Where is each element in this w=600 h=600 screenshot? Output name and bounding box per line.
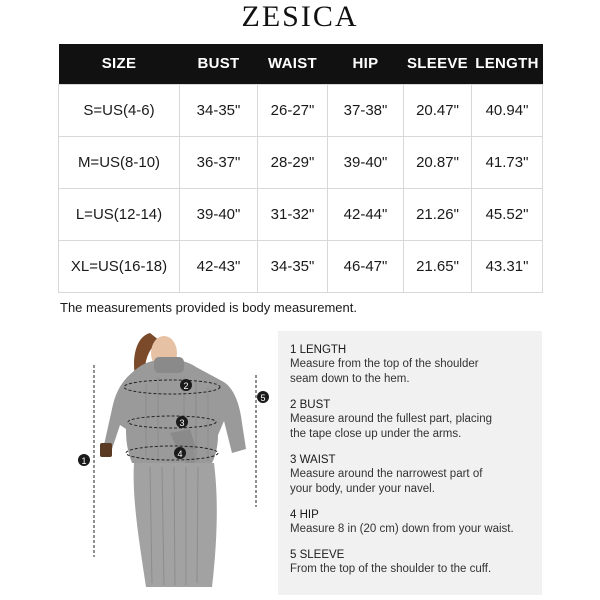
turtleneck-collar: [154, 357, 184, 373]
header-hip: HIP: [328, 44, 404, 84]
guide-desc: Measure around the fullest part, placing: [290, 413, 493, 425]
table-cell-length: 45.52": [472, 188, 543, 240]
header-waist: WAIST: [258, 44, 328, 84]
table-cell-hip: 39-40": [328, 136, 404, 188]
guide-desc: your body, under your navel.: [290, 483, 435, 495]
guide-title: 2 BUST: [290, 399, 331, 411]
model-illustration: [72, 325, 282, 600]
table-cell-length: 43.31": [472, 240, 543, 292]
guide-title: 3 WAIST: [290, 454, 336, 466]
table-cell-sleeve: 21.26": [404, 188, 472, 240]
size-table-header-row: [59, 44, 543, 84]
table-row: [59, 240, 543, 292]
guide-title: 5 SLEEVE: [290, 549, 345, 561]
table-cell-hip: 46-47": [328, 240, 404, 292]
table-row: [59, 84, 543, 136]
table-cell-waist: 28-29": [258, 136, 328, 188]
guide-desc: Measure 8 in (20 cm) down from your waist.: [290, 523, 514, 535]
table-cell-bust: 36-37": [180, 136, 258, 188]
table-cell-waist: 31-32": [258, 188, 328, 240]
table-cell-waist: 26-27": [258, 84, 328, 136]
table-cell-bust: 34-35": [180, 84, 258, 136]
guide-title: 1 LENGTH: [290, 344, 347, 356]
size-chart-table: [58, 44, 543, 293]
table-cell-length: 40.94": [472, 84, 543, 136]
table-row: [59, 188, 543, 240]
table-cell-size: M=US(8-10): [59, 136, 180, 188]
guide-item-bust: [290, 398, 530, 442]
header-bust: BUST: [180, 44, 258, 84]
table-cell-bust: 39-40": [180, 188, 258, 240]
marker-4: [174, 447, 186, 459]
guide-item-length: [290, 343, 530, 387]
header-size: SIZE: [59, 44, 180, 84]
sweater-top: [104, 359, 246, 463]
svg-text:2: 2: [183, 381, 189, 391]
svg-text:3: 3: [179, 418, 185, 428]
cup-shape: [100, 443, 112, 457]
table-cell-sleeve: 20.87": [404, 136, 472, 188]
guide-desc: Measure around the narrowest part of: [290, 468, 483, 480]
guide-desc: the tape close up under the arms.: [290, 428, 462, 440]
brand-logo: ZESICA: [241, 0, 359, 33]
table-row: [59, 136, 543, 188]
guide-item-hip: [290, 508, 530, 537]
table-cell-sleeve: 21.65": [404, 240, 472, 292]
marker-3: [176, 416, 188, 428]
table-cell-waist: 34-35": [258, 240, 328, 292]
svg-text:4: 4: [177, 449, 183, 459]
table-cell-size: S=US(4-6): [59, 84, 180, 136]
table-cell-hip: 37-38": [328, 84, 404, 136]
guide-title: 4 HIP: [290, 509, 319, 521]
svg-text:5: 5: [260, 393, 266, 403]
table-cell-sleeve: 20.47": [404, 84, 472, 136]
marker-2: [180, 379, 192, 391]
measurement-note: The measurements provided is body measurement.: [60, 300, 357, 315]
guide-item-sleeve: [290, 548, 530, 577]
guide-desc: Measure from the top of the shoulder: [290, 358, 479, 370]
header-sleeve: SLEEVE: [404, 44, 472, 84]
guide-desc: seam down to the hem.: [290, 373, 410, 385]
marker-1: [78, 454, 90, 466]
table-cell-size: XL=US(16-18): [59, 240, 180, 292]
svg-text:1: 1: [81, 456, 87, 466]
model-figure: [72, 325, 282, 600]
header-length: LENGTH: [472, 44, 543, 84]
marker-5: [257, 391, 269, 403]
table-cell-size: L=US(12-14): [59, 188, 180, 240]
measurement-guide: [278, 331, 542, 595]
guide-desc: From the top of the shoulder to the cuff.: [290, 563, 492, 575]
table-cell-bust: 42-43": [180, 240, 258, 292]
table-cell-length: 41.73": [472, 136, 543, 188]
table-cell-hip: 42-44": [328, 188, 404, 240]
guide-item-waist: [290, 453, 530, 497]
